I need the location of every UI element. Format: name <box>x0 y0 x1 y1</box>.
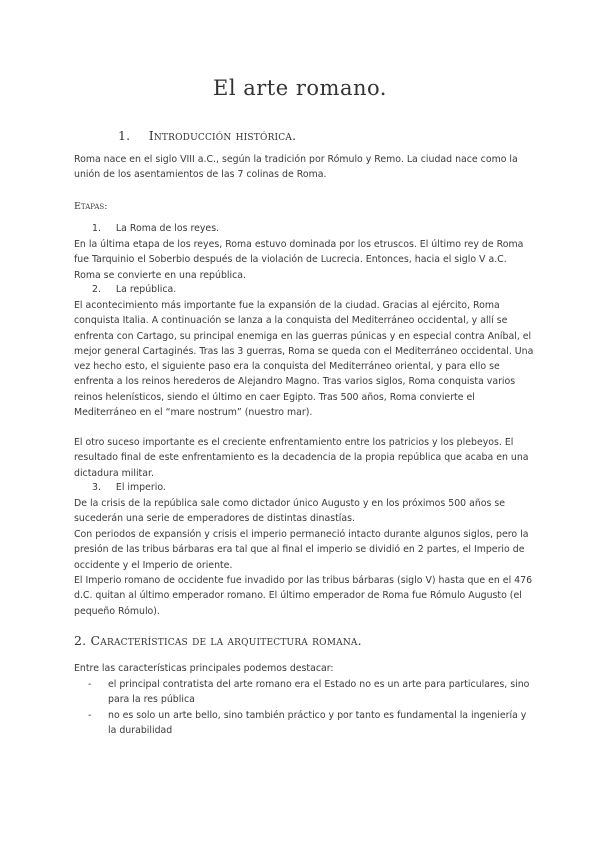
section-1-number: 1. <box>118 128 131 143</box>
stage-2-number: 2. <box>92 284 101 295</box>
stage-1-heading <box>92 223 219 234</box>
section-1-title: Introducción histórica. <box>148 128 297 143</box>
stage-2-paragraph-2: El otro suceso importante es el creciente enfrentamiento entre los patricios y los plebeyos. El resultado final de este enfrentamiento es la decadencia de la propia república que acaba en una dictadura militar. <box>74 437 529 479</box>
section-2-intro: Entre las características principales podemos destacar: <box>74 663 334 674</box>
stage-3-heading <box>92 482 166 493</box>
stage-3-number: 3. <box>92 482 101 493</box>
stage-2-paragraph-1: El acontecimiento más importante fue la expansión de la ciudad. Gracias al ejército, Roma conquista Italia. A continuación se lanza a la conquista del Mediterráneo occidental, y allí se enfrenta con Cartago, su principal enemiga en las guerras púnicas y en especial contra Aníbal, el mejor general Cartaginés. Tras las 3 guerras, Roma se queda con el Mediterráneo occidental. Una vez hecho esto, el siguiente paso era la conquista del Mediterráneo oriental, y para ello se enfrenta a los reinos herederos de Alejandro Magno. Tras varios siglos, Roma conquista varios reinos helenísticos, siendo el último en caer Egipto. Tras 500 años, Roma convierte el Mediterráneo en el “mare nostrum” (nuestro mar). <box>74 300 534 419</box>
bullet-text-1: el principal contratista del arte romano era el Estado no es un arte para particulares, sino para la res pública <box>108 679 530 706</box>
stage-2-heading <box>92 284 176 295</box>
stage-1-title: La Roma de los reyes. <box>115 223 220 234</box>
stage-3-title: El imperio. <box>115 482 166 493</box>
section-1-intro: Roma nace en el siglo VIII a.C., según la tradición por Rómulo y Remo. La ciudad nace como la unión de los asentamientos de las 7 colinas de Roma. <box>74 154 518 181</box>
stage-3-paragraph-2: Con periodos de expansión y crisis el imperio permaneció intacto durante algunos siglos, pero la presión de las tribus bárbaras era tal que al final el imperio se dividió en 2 partes, el Imperio de occidente y el Imperio de oriente. <box>74 529 529 571</box>
stage-1-paragraph: En la última etapa de los reyes, Roma estuvo dominada por los etruscos. El último rey de Roma fue Tarquinio el Soberbio después de la violación de Lucrecia. Entonces, hacia el siglo V a.C. Roma se convierte en una república. <box>74 239 524 281</box>
bullet-text-2: no es solo un arte bello, sino también práctico y por tanto es fundamental la ingeniería y la durabilidad <box>108 710 527 737</box>
etapas-label: Etapas: <box>74 201 108 212</box>
stage-3-paragraph-3: El Imperio romano de occidente fue invadido por las tribus bárbaras (siglo V) hasta que en el 476 d.C. quitan al último emperador romano. El último emperador de Roma fue Rómulo Augusto (el pequeño Rómulo). <box>74 575 533 617</box>
section-2-heading: 2. Características de la arquitectura romana. <box>74 633 362 648</box>
stage-1-number: 1. <box>92 223 101 234</box>
bullet-dash: - <box>88 679 92 690</box>
stage-2-title: La república. <box>115 284 177 295</box>
stage-3-paragraph-1: De la crisis de la república sale como dictador único Augusto y en los próximos 500 años se sucederán una serie de emperadores de distintas dinastías. <box>74 498 506 525</box>
list-item <box>74 708 534 739</box>
section-1-heading <box>118 128 296 143</box>
list-item <box>74 677 534 708</box>
document-title: El arte romano. <box>213 76 387 100</box>
bullet-dash: - <box>88 710 92 721</box>
